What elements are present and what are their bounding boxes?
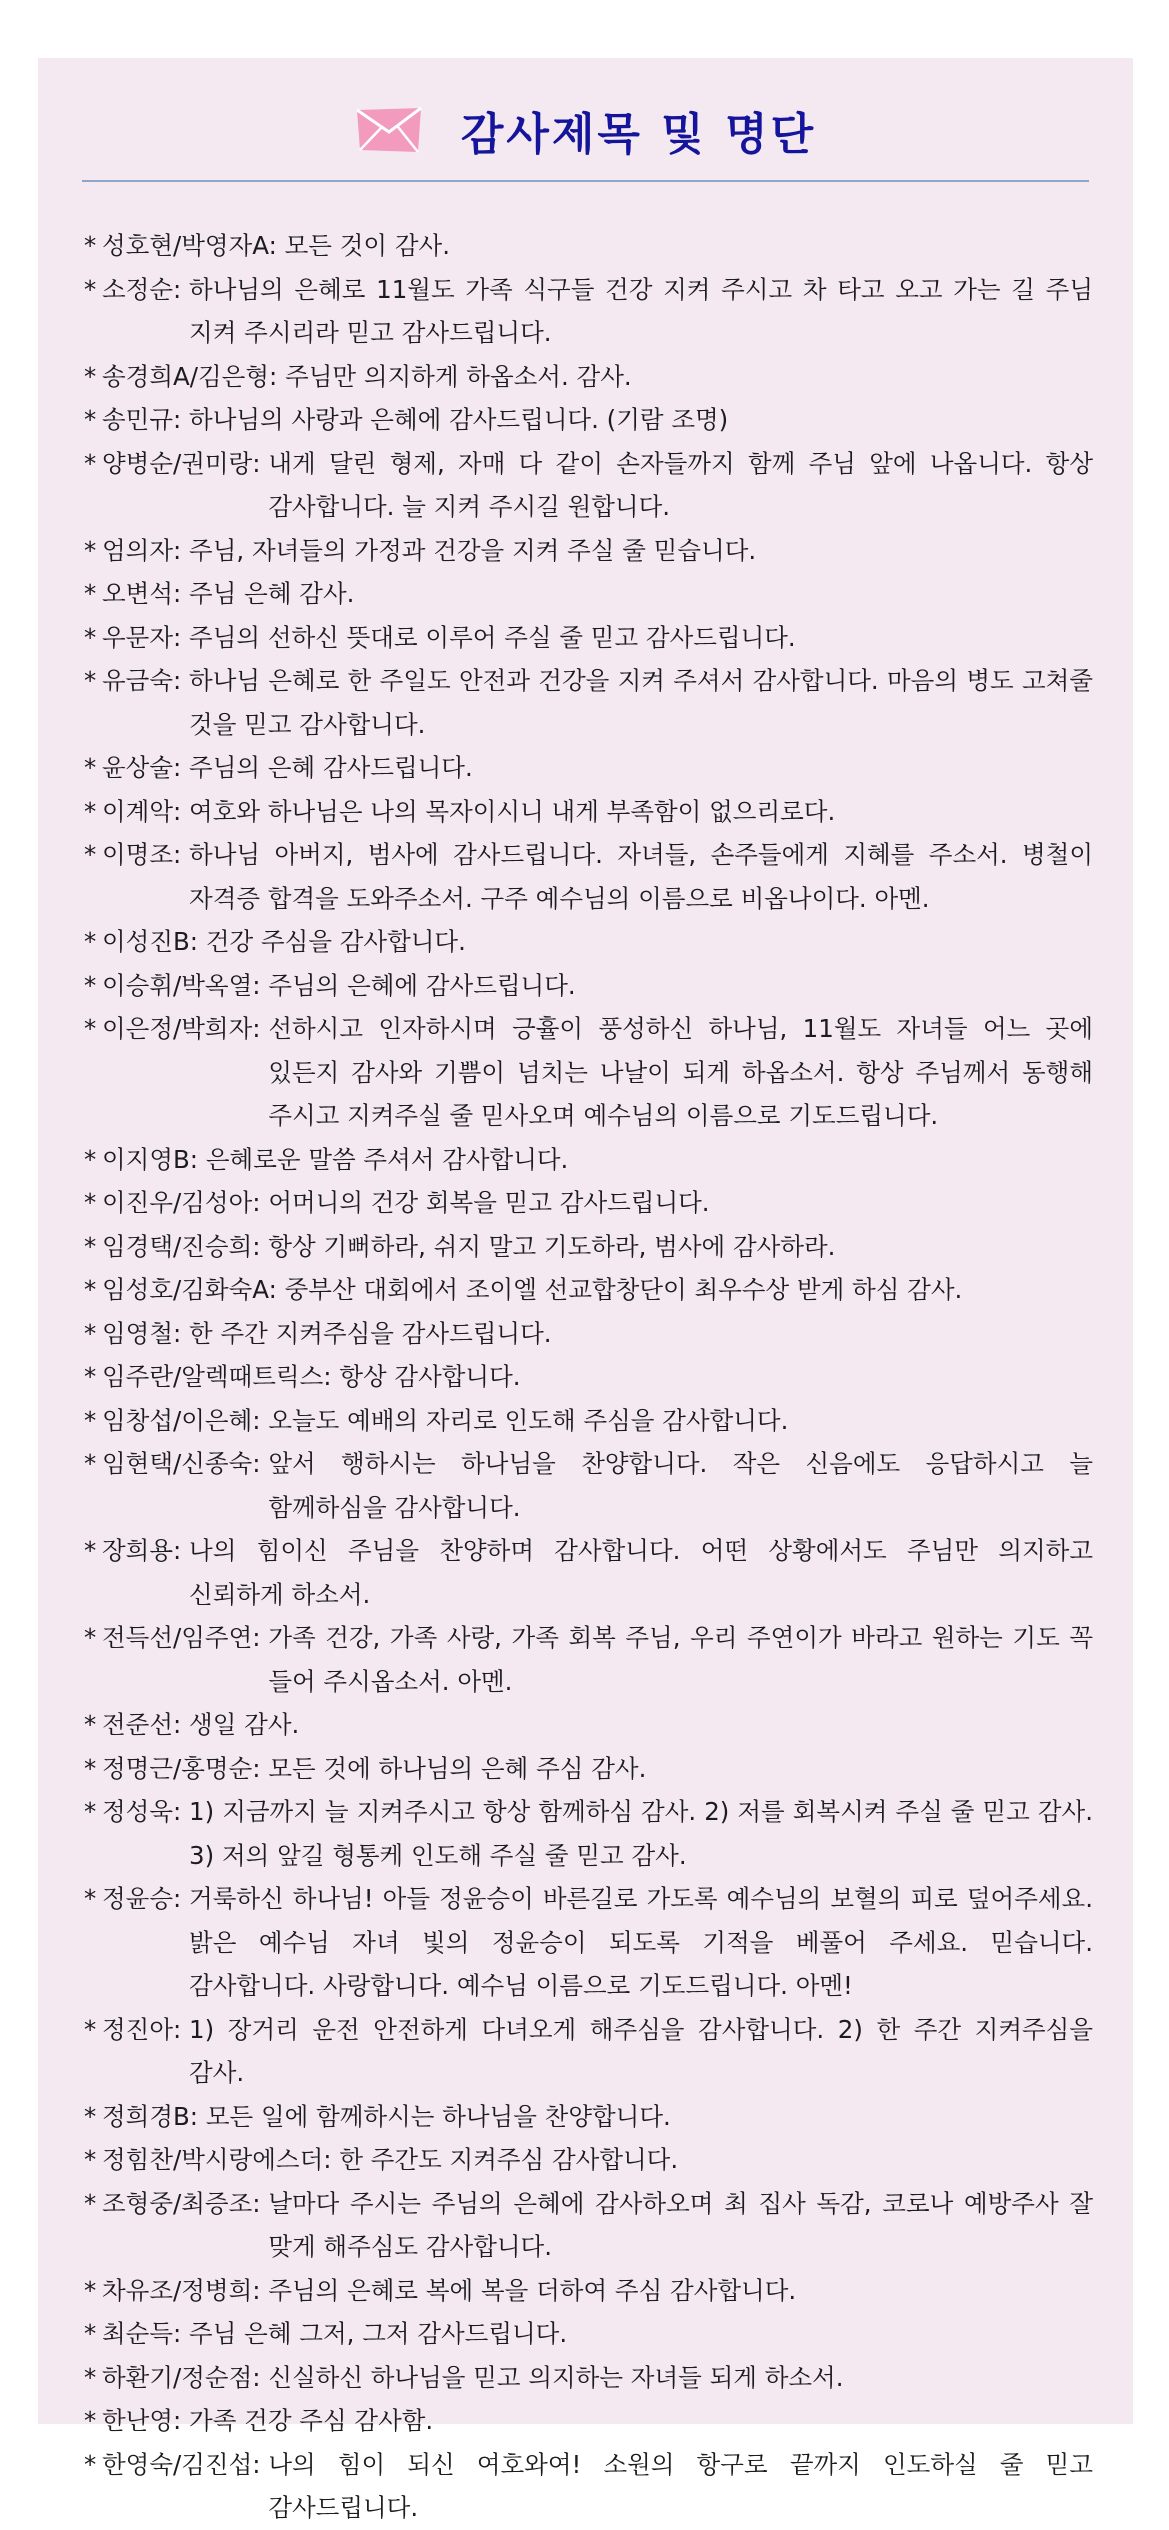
entry-bullet: * — [84, 405, 97, 434]
entry-bullet: * — [84, 2188, 97, 2218]
list-item — [84, 746, 1093, 790]
list-item — [84, 2356, 1093, 2400]
entry-name: 임영철: — [102, 1318, 190, 1348]
entry-message: 거룩하신 하나님! 아들 정윤승이 바른길로 가도록 예수님의 보혈의 피로 덮어주세요. 밝은 예수님 자녀 빛의 정윤승이 되도록 기적을 베풀어 주세요. 믿습니다. 감사합니다. 사랑합니다. 예수님 이름으로 기도드립니다. 아멘! — [189, 1884, 1093, 2000]
entry-message: 모든 것이 감사. — [284, 231, 451, 260]
title-divider — [82, 180, 1089, 182]
entry-name: 송경희A/김은형: — [102, 361, 286, 391]
list-item — [84, 616, 1093, 660]
entry-bullet: * — [84, 1797, 97, 1826]
envelope-icon — [355, 106, 423, 154]
entry-bullet: * — [84, 2101, 97, 2131]
list-item — [84, 1138, 1093, 1182]
list-item — [84, 355, 1093, 399]
entry-name: 전득선/임주연: — [102, 1623, 269, 1652]
list-item — [84, 2269, 1093, 2313]
entry-message: 내게 달린 형제, 자매 다 같이 손자들까지 함께 주님 앞에 나옵니다. 항상 감사합니다. 늘 지켜 주시길 원합니다. — [268, 448, 1093, 521]
entry-bullet: * — [84, 796, 97, 826]
list-item — [84, 268, 1093, 355]
entry-message: 어머니의 건강 회복을 믿고 감사드립니다. — [268, 1188, 710, 1217]
entry-name: 이은정/박희자: — [102, 1014, 269, 1043]
entry-name: 정힘찬/박시랑에스더: — [102, 2145, 340, 2174]
entry-bullet: * — [84, 1405, 97, 1435]
entry-name: 장희용: — [102, 1536, 190, 1565]
entry-bullet: * — [84, 840, 97, 869]
entry-name: 엄의자: — [102, 535, 190, 565]
list-item — [84, 1790, 1093, 1877]
entry-bullet: * — [84, 579, 97, 608]
entry-bullet: * — [84, 970, 97, 1000]
entry-bullet: * — [84, 622, 97, 652]
list-item — [84, 964, 1093, 1008]
entry-message: 주님만 의지하게 하옵소서. 감사. — [285, 361, 632, 391]
thanks-list — [84, 224, 1093, 2530]
list-item — [84, 2008, 1093, 2095]
list-item — [84, 1529, 1093, 1616]
entry-message: 신실하신 하나님을 믿고 의지하는 자녀들 되게 하소서. — [268, 2362, 844, 2392]
entry-message: 여호와 하나님은 나의 목자이시니 내게 부족함이 없으리로다. — [189, 796, 836, 826]
entry-name: 임경택/진승희: — [102, 1231, 269, 1261]
entry-bullet: * — [84, 2145, 97, 2174]
entry-bullet: * — [84, 448, 97, 478]
entry-message: 주님의 선하신 뜻대로 이루어 주실 줄 믿고 감사드립니다. — [189, 622, 796, 652]
entry-name: 최순득: — [102, 2319, 190, 2348]
entry-bullet: * — [84, 1884, 97, 1913]
entry-message: 날마다 주시는 주님의 은혜에 감사하오며 최 집사 독감, 코로나 예방주사 잘 맞게 해주심도 감사합니다. — [268, 2188, 1093, 2261]
entry-message: 오늘도 예배의 자리로 인도해 주심을 감사합니다. — [268, 1405, 789, 1435]
entry-message: 건강 주심을 감사합니다. — [205, 927, 466, 956]
entry-message: 선하시고 인자하시며 긍휼이 풍성하신 하나님, 11월도 자녀들 어느 곳에 있든지 감사와 기쁨이 넘치는 나날이 되게 하옵소서. 항상 주님께서 동행해 주시고 지켜주실 줄 믿사오며 예수님의 이름으로 기도드립니다. — [268, 1014, 1093, 1130]
entry-name: 오변석: — [102, 579, 190, 608]
list-item — [84, 1268, 1093, 1312]
entry-name: 임현택/신종숙: — [102, 1449, 269, 1478]
list-item — [84, 2399, 1093, 2443]
list-item — [84, 790, 1093, 834]
list-item — [84, 1399, 1093, 1443]
entry-name: 우문자: — [102, 622, 190, 652]
entry-message: 한 주간 지켜주심을 감사드립니다. — [189, 1318, 552, 1348]
entry-message: 하나님 아버지, 범사에 감사드립니다. 자녀들, 손주들에게 지혜를 주소서. 병철이 자격증 합격을 도와주소서. 구주 예수님의 이름으로 비옵나이다. 아멘. — [189, 840, 1093, 913]
entry-name: 임주란/알렉때트릭스: — [102, 1362, 340, 1391]
entry-message: 1) 지금까지 늘 지켜주시고 항상 함께하심 감사. 2) 저를 회복시켜 주실 줄 믿고 감사. 3) 저의 앞길 형통케 인도해 주실 줄 믿고 감사. — [189, 1797, 1093, 1870]
entry-message: 한 주간도 지켜주심 감사합니다. — [339, 2145, 679, 2174]
entry-message: 나의 힘이 되신 여호와여! 소원의 항구로 끝까지 인도하실 줄 믿고 감사드립니다. — [268, 2449, 1093, 2522]
list-item — [84, 2312, 1093, 2356]
entry-message: 앞서 행하시는 하나님을 찬양합니다. 작은 신음에도 응답하시고 늘 함께하심을 감사합니다. — [268, 1449, 1093, 1522]
entry-name: 유금숙: — [102, 666, 190, 695]
entry-bullet: * — [84, 361, 97, 391]
list-item — [84, 572, 1093, 616]
entry-name: 정희경B: — [102, 2101, 206, 2131]
list-item — [84, 920, 1093, 964]
list-item — [84, 1355, 1093, 1399]
list-item — [84, 2138, 1093, 2182]
entry-name: 임창섭/이은혜: — [102, 1405, 269, 1435]
content-panel — [38, 58, 1133, 2522]
entry-bullet: * — [84, 1188, 97, 1217]
entry-bullet: * — [84, 2406, 97, 2435]
list-item — [84, 1877, 1093, 2008]
entry-name: 윤상술: — [102, 753, 190, 782]
entry-bullet: * — [84, 927, 97, 956]
entry-bullet: * — [84, 1710, 97, 1739]
entry-message: 주님 은혜 감사. — [189, 579, 355, 608]
entry-message: 은혜로운 말씀 주셔서 감사합니다. — [205, 1144, 569, 1174]
entry-message: 1) 장거리 운전 안전하게 다녀오게 해주심을 감사합니다. 2) 한 주간 지켜주심을 감사. — [189, 2014, 1093, 2087]
entry-bullet: * — [84, 2319, 97, 2348]
list-item — [84, 1703, 1093, 1747]
entry-message: 중부산 대회에서 조이엘 선교합창단이 최우수상 받게 하심 감사. — [284, 1275, 963, 1304]
entry-message: 모든 것에 하나님의 은혜 주심 감사. — [268, 1753, 647, 1783]
list-item — [84, 1181, 1093, 1225]
entry-bullet: * — [84, 1536, 97, 1565]
list-item — [84, 398, 1093, 442]
list-item — [84, 833, 1093, 920]
entry-bullet: * — [84, 1144, 97, 1174]
entry-name: 이진우/김성아: — [102, 1188, 269, 1217]
entry-name: 전준선: — [102, 1710, 190, 1739]
entry-name: 한난영: — [102, 2406, 190, 2435]
entry-message: 하나님 은혜로 한 주일도 안전과 건강을 지켜 주셔서 감사합니다. 마음의 병도 고쳐줄 것을 믿고 감사합니다. — [189, 666, 1093, 739]
entry-name: 이지영B: — [102, 1144, 206, 1174]
entry-bullet: * — [84, 1753, 97, 1783]
entry-bullet: * — [84, 2275, 97, 2305]
entry-name: 소정순: — [102, 274, 190, 304]
entry-message: 주님 은혜 그저, 그저 감사드립니다. — [189, 2319, 568, 2348]
list-item — [84, 1616, 1093, 1703]
list-item — [84, 529, 1093, 573]
list-item — [84, 224, 1093, 268]
entry-name: 이계악: — [102, 796, 190, 826]
list-item — [84, 1442, 1093, 1529]
entry-message: 하나님의 사랑과 은혜에 감사드립니다. (기람 조명) — [189, 405, 729, 434]
entry-name: 정명근/홍명순: — [102, 1753, 269, 1783]
entry-message: 주님의 은혜로 복에 복을 더하여 주심 감사합니다. — [268, 2275, 797, 2305]
entry-name: 한영숙/김진섭: — [102, 2449, 269, 2479]
list-item — [84, 442, 1093, 529]
entry-name: 하환기/정순점: — [102, 2362, 269, 2392]
page-title: 감사제목 및 명단 — [460, 109, 817, 160]
entry-name: 성호현/박영자A: — [102, 231, 285, 260]
entry-message: 주님, 자녀들의 가정과 건강을 지켜 주실 줄 믿습니다. — [189, 535, 757, 565]
entry-name: 이승휘/박옥열: — [102, 970, 269, 1000]
list-item — [84, 2182, 1093, 2269]
entry-bullet: * — [84, 274, 97, 304]
entry-message: 생일 감사. — [189, 1710, 300, 1739]
list-item — [84, 2095, 1093, 2139]
entry-name: 정윤승: — [102, 1884, 190, 1913]
entry-name: 임성호/김화숙A: — [102, 1275, 285, 1304]
entry-bullet: * — [84, 753, 97, 782]
entry-bullet: * — [84, 1014, 97, 1043]
entry-message: 가족 건강 주심 감사함. — [189, 2406, 434, 2435]
entry-name: 양병순/권미랑: — [102, 448, 269, 478]
entry-message: 주님의 은혜에 감사드립니다. — [268, 970, 576, 1000]
entry-bullet: * — [84, 231, 97, 260]
entry-bullet: * — [84, 666, 97, 695]
entry-bullet: * — [84, 1623, 97, 1652]
list-item — [84, 1747, 1093, 1791]
entry-message: 모든 일에 함께하시는 하나님을 찬양합니다. — [205, 2101, 671, 2131]
header — [38, 100, 1133, 160]
entry-message: 가족 건강, 가족 사랑, 가족 회복 주님, 우리 주연이가 바라고 원하는 기도 꼭 들어 주시옵소서. 아멘. — [268, 1623, 1093, 1696]
entry-bullet: * — [84, 535, 97, 565]
entry-message: 항상 기뻐하라, 쉬지 말고 기도하라, 범사에 감사하라. — [268, 1231, 836, 1261]
entry-name: 조형중/최증조: — [102, 2188, 269, 2218]
entry-name: 정진아: — [102, 2014, 190, 2044]
list-item — [84, 1225, 1093, 1269]
list-item — [84, 1007, 1093, 1138]
entry-message: 주님의 은혜 감사드립니다. — [189, 753, 473, 782]
entry-message: 나의 힘이신 주님을 찬양하며 감사합니다. 어떤 상황에서도 주님만 의지하고 신뢰하게 하소서. — [189, 1536, 1093, 1609]
list-item — [84, 1312, 1093, 1356]
entry-bullet: * — [84, 1231, 97, 1261]
entry-name: 정성욱: — [102, 1797, 190, 1826]
entry-bullet: * — [84, 1318, 97, 1348]
entry-message: 하나님의 은혜로 11월도 가족 식구들 건강 지켜 주시고 차 타고 오고 가는 길 주님 지켜 주시리라 믿고 감사드립니다. — [189, 274, 1093, 347]
list-item — [84, 2443, 1093, 2530]
entry-bullet: * — [84, 1449, 97, 1478]
entry-name: 이성진B: — [102, 927, 206, 956]
entry-name: 차유조/정병희: — [102, 2275, 269, 2305]
entry-name: 송민규: — [102, 405, 190, 434]
entry-bullet: * — [84, 1362, 97, 1391]
entry-bullet: * — [84, 2449, 97, 2479]
list-item — [84, 659, 1093, 746]
entry-name: 이명조: — [102, 840, 190, 869]
entry-bullet: * — [84, 2362, 97, 2392]
entry-bullet: * — [84, 1275, 97, 1304]
entry-message: 항상 감사합니다. — [339, 1362, 521, 1391]
entry-bullet: * — [84, 2014, 97, 2044]
